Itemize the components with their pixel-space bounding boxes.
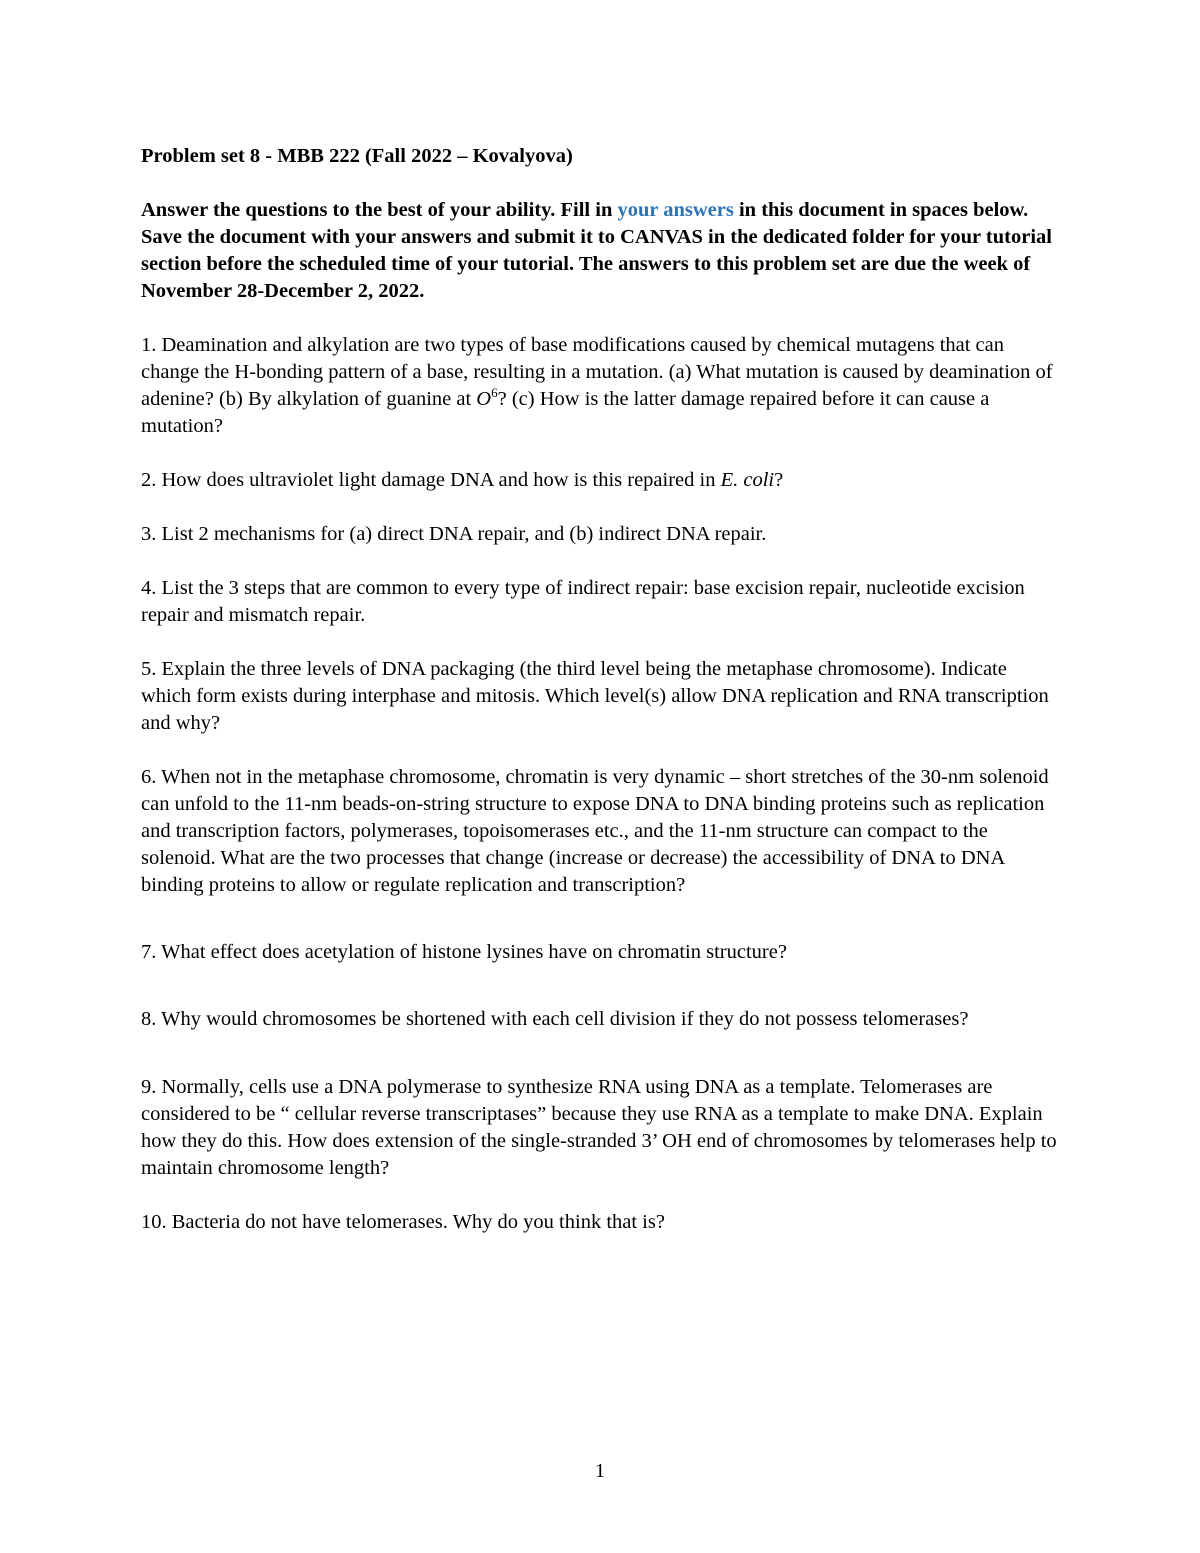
oxygen-symbol: O xyxy=(476,388,492,410)
question-1-text-start: 1. Deamination and alkylation are two types of base modifications caused by chemical mutagens that can change the H-bonding pattern of a base, resulting in a mutation. (a) What mutation is caused by deamination of adenine? (b) By alkylation of guanine at xyxy=(141,334,1053,410)
your-answers-highlight: your answers xyxy=(617,199,734,221)
question-3: 3. List 2 mechanisms for (a) direct DNA repair, and (b) indirect DNA repair. xyxy=(141,523,767,545)
organism-name: E. coli xyxy=(720,469,775,491)
oxygen-superscript: 6 xyxy=(491,385,498,400)
document-body xyxy=(141,143,1061,1236)
question-8: 8. Why would chromosomes be shortened with each cell division if they do not possess telomerases? xyxy=(141,1008,969,1030)
question-7: 7. What effect does acetylation of histone lysines have on chromatin structure? xyxy=(141,941,787,963)
page-number: 1 xyxy=(594,1460,606,1482)
question-2 xyxy=(141,467,1061,494)
question-1-text-end: ? (c) How is the latter damage repaired before it can cause a mutation? xyxy=(141,388,990,437)
question-6: 6. When not in the metaphase chromosome, chromatin is very dynamic – short stretches of the 30-nm solenoid can unfold to the 11-nm beads-on-string structure to expose DNA to DNA binding proteins such as replication and transcription factors, polymerases, topoisomerases etc., and the 11-nm structure can compact to the solenoid. What are the two processes that change (increase or decrease) the accessibility of DNA to DNA binding proteins to allow or regulate replication and transcription? xyxy=(141,766,1049,896)
question-1 xyxy=(141,332,1061,440)
question-4: 4. List the 3 steps that are common to every type of indirect repair: base excision repair, nucleotide excision repair and mismatch repair. xyxy=(141,577,1025,626)
instructions-text-start: Answer the questions to the best of your ability. Fill in xyxy=(141,199,618,221)
document-title: Problem set 8 - MBB 222 (Fall 2022 – Kovalyova) xyxy=(141,145,573,167)
instructions-text-end: in this document in spaces below. Save the document with your answers and submit it to CANVAS in the dedicated folder for your tutorial section before the scheduled time of your tutorial. The answers to this problem set are due the week of November 28-December 2, 2022. xyxy=(141,199,1052,302)
question-9: 9. Normally, cells use a DNA polymerase to synthesize RNA using DNA as a template. Telomerases are considered to be “ cellular reverse transcriptases” because they use RNA as a template to make DNA. Explain how they do this. How does extension of the single-stranded 3’ OH end of chromosomes by telomerases help to maintain chromosome length? xyxy=(141,1076,1057,1179)
question-2-text-end: ? xyxy=(774,469,784,491)
instructions-paragraph xyxy=(141,197,1061,305)
question-10: 10. Bacteria do not have telomerases. Why do you think that is? xyxy=(141,1211,665,1233)
question-5: 5. Explain the three levels of DNA packaging (the third level being the metaphase chromosome). Indicate which form exists during interphase and mitosis. Which level(s) allow DNA replication and RNA transcription and why? xyxy=(141,658,1049,734)
question-2-text-start: 2. How does ultraviolet light damage DNA and how is this repaired in xyxy=(141,469,721,491)
